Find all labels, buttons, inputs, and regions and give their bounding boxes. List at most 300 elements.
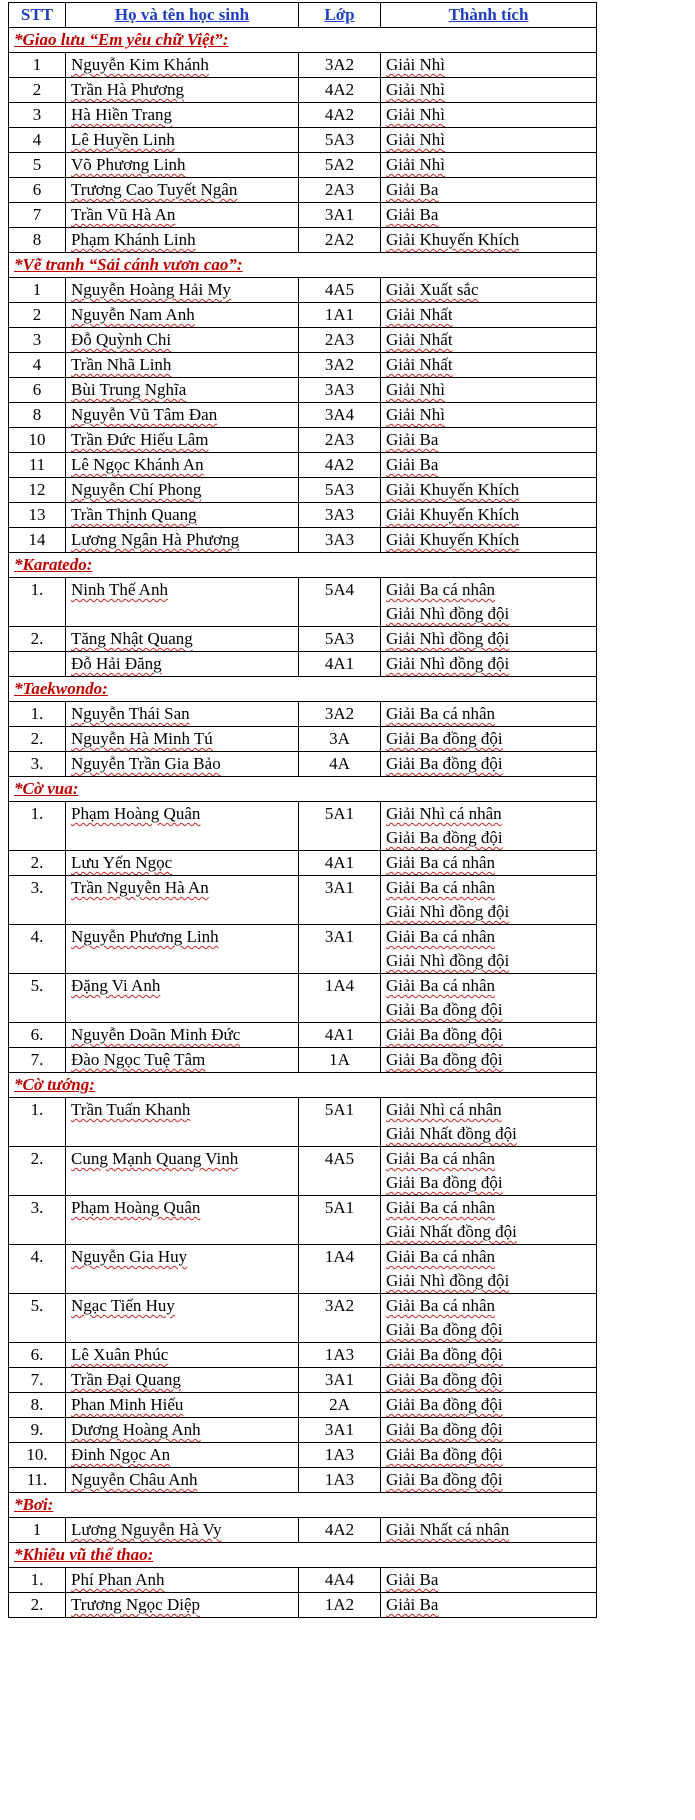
student-award [381, 353, 597, 378]
student-award [381, 1368, 597, 1393]
student-award [381, 1593, 597, 1618]
student-name: Lương Ngân Hà Phương [66, 528, 299, 553]
student-name: Đỗ Quỳnh Chi [66, 328, 299, 353]
table-row [9, 78, 597, 103]
row-stt: 1. [9, 702, 66, 727]
table-row [9, 1568, 597, 1593]
student-name: Nguyễn Hà Minh Tú [66, 727, 299, 752]
student-grade: 2A3 [299, 178, 381, 203]
row-stt: 8 [9, 403, 66, 428]
student-award [381, 1048, 597, 1073]
row-stt: 5. [9, 974, 66, 1023]
award-line: Giải Ba [386, 1595, 439, 1614]
table-row [9, 1245, 597, 1294]
award-line: Giải Ba [386, 455, 439, 474]
student-name: Đặng Vi Anh [66, 974, 299, 1023]
row-stt: 1 [9, 53, 66, 78]
student-name: Nguyễn Châu Anh [66, 1468, 299, 1493]
student-grade: 1A [299, 1048, 381, 1073]
row-stt: 10 [9, 428, 66, 453]
student-grade: 3A2 [299, 53, 381, 78]
row-stt: 2. [9, 1593, 66, 1618]
student-award [381, 1294, 597, 1343]
table-row [9, 1518, 597, 1543]
award-line: Giải Ba cá nhân [386, 976, 496, 995]
award-line: Giải Ba đồng đội [386, 1050, 503, 1069]
award-line: Giải Ba đồng đội [386, 1025, 503, 1044]
award-line: Giải Nhì đồng đội [386, 604, 510, 623]
student-grade: 1A4 [299, 1245, 381, 1294]
row-stt: 7. [9, 1368, 66, 1393]
award-line: Giải Ba đồng đội [386, 1395, 503, 1414]
header-name: Họ và tên học sinh [66, 3, 299, 28]
student-award [381, 328, 597, 353]
student-award [381, 1393, 597, 1418]
student-award [381, 876, 597, 925]
student-name: Dương Hoàng Anh [66, 1418, 299, 1443]
student-grade: 3A2 [299, 702, 381, 727]
section-title: *Cờ tướng: [9, 1073, 597, 1098]
row-stt: 4. [9, 1245, 66, 1294]
section-row [9, 28, 597, 53]
student-grade: 4A2 [299, 453, 381, 478]
table-row [9, 727, 597, 752]
student-name: Phạm Khánh Linh [66, 228, 299, 253]
student-award [381, 1023, 597, 1048]
student-grade: 2A2 [299, 228, 381, 253]
award-line: Giải Nhì đồng đội [386, 654, 510, 673]
award-line: Giải Ba [386, 205, 439, 224]
student-grade: 1A1 [299, 303, 381, 328]
student-award [381, 1518, 597, 1543]
student-award [381, 78, 597, 103]
award-line: Giải Nhì cá nhân [386, 1100, 502, 1119]
award-line: Giải Nhì cá nhân [386, 804, 502, 823]
table-row [9, 1196, 597, 1245]
student-award [381, 228, 597, 253]
student-grade: 1A4 [299, 974, 381, 1023]
table-row [9, 1418, 597, 1443]
section-title: *Bơi: [9, 1493, 597, 1518]
award-line: Giải Nhì [386, 380, 446, 399]
award-line: Giải Nhì đồng đội [386, 1271, 510, 1290]
row-stt: 1 [9, 278, 66, 303]
table-row [9, 103, 597, 128]
student-award [381, 503, 597, 528]
student-grade: 4A2 [299, 103, 381, 128]
student-grade: 3A1 [299, 1368, 381, 1393]
table-row [9, 353, 597, 378]
row-stt: 1. [9, 578, 66, 627]
table-row [9, 328, 597, 353]
award-line: Giải Ba đồng đội [386, 1345, 503, 1364]
student-name: Phạm Hoàng Quân [66, 1196, 299, 1245]
student-name: Trần Thịnh Quang [66, 503, 299, 528]
student-name: Trần Tuấn Khanh [66, 1098, 299, 1147]
table-row [9, 528, 597, 553]
table-row [9, 1443, 597, 1468]
student-award [381, 702, 597, 727]
student-name: Trần Đức Hiếu Lâm [66, 428, 299, 453]
award-line: Giải Nhất [386, 305, 453, 324]
award-line: Giải Ba cá nhân [386, 704, 496, 723]
student-grade: 5A3 [299, 478, 381, 503]
row-stt: 5. [9, 1294, 66, 1343]
student-grade: 3A2 [299, 1294, 381, 1343]
student-award [381, 303, 597, 328]
student-grade: 4A2 [299, 78, 381, 103]
award-line: Giải Ba cá nhân [386, 1296, 496, 1315]
student-grade: 2A3 [299, 428, 381, 453]
student-award [381, 478, 597, 503]
student-award [381, 103, 597, 128]
row-stt: 12 [9, 478, 66, 503]
row-stt: 3 [9, 328, 66, 353]
student-grade: 1A3 [299, 1468, 381, 1493]
row-stt: 2. [9, 727, 66, 752]
student-award [381, 178, 597, 203]
row-stt: 11 [9, 453, 66, 478]
table-row [9, 178, 597, 203]
section-title: *Taekwondo: [9, 677, 597, 702]
award-line: Giải Nhất [386, 330, 453, 349]
table-row [9, 1593, 597, 1618]
student-award [381, 627, 597, 652]
table-row [9, 652, 597, 677]
student-name: Trần Nhã Linh [66, 353, 299, 378]
student-award [381, 851, 597, 876]
award-line: Giải Ba đồng đội [386, 1000, 503, 1019]
student-name: Đỗ Hải Đăng [66, 652, 299, 677]
student-award [381, 578, 597, 627]
table-row [9, 428, 597, 453]
row-stt: 4 [9, 128, 66, 153]
student-name: Ninh Thế Anh [66, 578, 299, 627]
section-title: *Giao lưu “Em yêu chữ Việt”: [9, 28, 597, 53]
table-row [9, 1048, 597, 1073]
student-name: Nguyễn Hoàng Hải My [66, 278, 299, 303]
student-name: Nguyễn Kim Khánh [66, 53, 299, 78]
award-line: Giải Nhì [386, 105, 446, 124]
row-stt: 6 [9, 178, 66, 203]
table-row [9, 1098, 597, 1147]
awards-table [8, 2, 597, 1618]
row-stt: 5 [9, 153, 66, 178]
student-name: Nguyễn Trần Gia Bảo [66, 752, 299, 777]
student-grade: 5A3 [299, 128, 381, 153]
row-stt: 4 [9, 353, 66, 378]
row-stt: 13 [9, 503, 66, 528]
row-stt: 10. [9, 1443, 66, 1468]
award-line: Giải Ba đồng đội [386, 1320, 503, 1339]
student-grade: 2A3 [299, 328, 381, 353]
award-line: Giải Ba cá nhân [386, 580, 496, 599]
row-stt: 3. [9, 752, 66, 777]
student-grade: 3A3 [299, 378, 381, 403]
student-award [381, 453, 597, 478]
row-stt: 1. [9, 802, 66, 851]
table-row [9, 925, 597, 974]
student-name: Nguyễn Doãn Minh Đức [66, 1023, 299, 1048]
award-line: Giải Ba cá nhân [386, 853, 496, 872]
table-row [9, 1343, 597, 1368]
student-name: Nguyễn Chí Phong [66, 478, 299, 503]
student-award [381, 153, 597, 178]
table-row [9, 1294, 597, 1343]
table-row [9, 1368, 597, 1393]
student-award [381, 727, 597, 752]
award-line: Giải Xuất sắc [386, 280, 479, 299]
student-grade: 4A1 [299, 851, 381, 876]
table-row [9, 851, 597, 876]
award-line: Giải Khuyến Khích [386, 230, 520, 249]
student-name: Trần Vũ Hà An [66, 203, 299, 228]
student-award [381, 1147, 597, 1196]
student-name: Nguyễn Nam Anh [66, 303, 299, 328]
table-row [9, 453, 597, 478]
table-row [9, 627, 597, 652]
award-line: Giải Ba đồng đội [386, 828, 503, 847]
award-line: Giải Ba đồng đội [386, 729, 503, 748]
student-grade: 1A3 [299, 1343, 381, 1368]
student-award [381, 974, 597, 1023]
student-award [381, 1443, 597, 1468]
row-stt: 2. [9, 1147, 66, 1196]
row-stt: 3 [9, 103, 66, 128]
header-grade: Lớp [299, 3, 381, 28]
student-award [381, 1343, 597, 1368]
student-grade: 3A3 [299, 503, 381, 528]
table-row [9, 203, 597, 228]
table-row [9, 228, 597, 253]
student-name: Nguyễn Gia Huy [66, 1245, 299, 1294]
student-award [381, 203, 597, 228]
section-title: *Karatedo: [9, 553, 597, 578]
table-row [9, 378, 597, 403]
award-line: Giải Ba đồng đội [386, 1370, 503, 1389]
award-line: Giải Nhì đồng đội [386, 629, 510, 648]
student-name: Trương Ngọc Diệp [66, 1593, 299, 1618]
student-award [381, 278, 597, 303]
row-stt: 2 [9, 78, 66, 103]
section-row [9, 1543, 597, 1568]
table-row [9, 278, 597, 303]
student-grade: 4A5 [299, 1147, 381, 1196]
student-award [381, 1196, 597, 1245]
row-stt: 6. [9, 1023, 66, 1048]
student-grade: 2A [299, 1393, 381, 1418]
row-stt: 3. [9, 1196, 66, 1245]
award-line: Giải Nhì [386, 80, 446, 99]
row-stt: 8. [9, 1393, 66, 1418]
award-line: Giải Nhì đồng đội [386, 951, 510, 970]
student-grade: 3A1 [299, 203, 381, 228]
award-line: Giải Nhì [386, 155, 446, 174]
student-name: Hà Hiền Trang [66, 103, 299, 128]
award-line: Giải Ba [386, 1570, 439, 1589]
award-line: Giải Nhì [386, 130, 446, 149]
row-stt: 11. [9, 1468, 66, 1493]
student-name: Nguyễn Thái San [66, 702, 299, 727]
row-stt: 3. [9, 876, 66, 925]
header-row [9, 3, 597, 28]
section-row [9, 677, 597, 702]
table-row [9, 578, 597, 627]
row-stt: 1. [9, 1568, 66, 1593]
student-grade: 3A1 [299, 1418, 381, 1443]
student-grade: 4A1 [299, 652, 381, 677]
award-line: Giải Ba cá nhân [386, 1149, 496, 1168]
award-line: Giải Ba cá nhân [386, 1247, 496, 1266]
header-award: Thành tích [381, 3, 597, 28]
row-stt: 2 [9, 303, 66, 328]
student-grade: 5A1 [299, 1196, 381, 1245]
section-row [9, 1073, 597, 1098]
student-award [381, 925, 597, 974]
award-line: Giải Ba đồng đội [386, 754, 503, 773]
award-line: Giải Nhất đồng đội [386, 1222, 517, 1241]
student-award [381, 1418, 597, 1443]
student-award [381, 378, 597, 403]
award-line: Giải Nhất cá nhân [386, 1520, 510, 1539]
award-line: Giải Ba cá nhân [386, 927, 496, 946]
student-grade: 4A1 [299, 1023, 381, 1048]
section-title: *Khiêu vũ thể thao: [9, 1543, 597, 1568]
award-line: Giải Nhất [386, 355, 453, 374]
student-grade: 3A1 [299, 876, 381, 925]
row-stt: 8 [9, 228, 66, 253]
table-row [9, 752, 597, 777]
student-name: Trương Cao Tuyết Ngân [66, 178, 299, 203]
student-grade: 4A4 [299, 1568, 381, 1593]
row-stt: 2. [9, 627, 66, 652]
table-row [9, 1147, 597, 1196]
student-award [381, 752, 597, 777]
award-line: Giải Ba cá nhân [386, 878, 496, 897]
student-grade: 4A5 [299, 278, 381, 303]
section-row [9, 253, 597, 278]
award-line: Giải Ba đồng đội [386, 1173, 503, 1192]
student-name: Lưu Yến Ngọc [66, 851, 299, 876]
award-line: Giải Khuyến Khích [386, 505, 520, 524]
row-stt: 1. [9, 1098, 66, 1147]
table-row [9, 802, 597, 851]
table-row [9, 153, 597, 178]
student-name: Lương Nguyễn Hà Vy [66, 1518, 299, 1543]
award-line: Giải Ba đồng đội [386, 1445, 503, 1464]
row-stt: 14 [9, 528, 66, 553]
student-award [381, 1468, 597, 1493]
student-award [381, 1098, 597, 1147]
section-title: *Vẽ tranh “Sải cánh vươn cao”: [9, 253, 597, 278]
student-name: Phan Minh Hiếu [66, 1393, 299, 1418]
student-award [381, 652, 597, 677]
award-line: Giải Khuyến Khích [386, 480, 520, 499]
student-grade: 3A3 [299, 528, 381, 553]
table-row [9, 503, 597, 528]
student-award [381, 428, 597, 453]
student-name: Đào Ngọc Tuệ Tâm [66, 1048, 299, 1073]
row-stt: 9. [9, 1418, 66, 1443]
row-stt: 1 [9, 1518, 66, 1543]
student-name: Trần Hà Phương [66, 78, 299, 103]
student-grade: 1A3 [299, 1443, 381, 1468]
student-name: Nguyễn Vũ Tâm Đan [66, 403, 299, 428]
student-name: Phí Phan Anh [66, 1568, 299, 1593]
header-stt: STT [9, 3, 66, 28]
student-grade: 1A2 [299, 1593, 381, 1618]
award-line: Giải Ba [386, 430, 439, 449]
section-row [9, 777, 597, 802]
table-row [9, 403, 597, 428]
student-name: Lê Ngọc Khánh An [66, 453, 299, 478]
student-grade: 3A2 [299, 353, 381, 378]
award-line: Giải Nhì [386, 405, 446, 424]
table-row [9, 1393, 597, 1418]
student-name: Cung Mạnh Quang Vinh [66, 1147, 299, 1196]
student-name: Tăng Nhật Quang [66, 627, 299, 652]
student-name: Phạm Hoàng Quân [66, 802, 299, 851]
student-award [381, 403, 597, 428]
row-stt: 7. [9, 1048, 66, 1073]
student-award [381, 128, 597, 153]
student-name: Trần Đại Quang [66, 1368, 299, 1393]
row-stt [9, 652, 66, 677]
table-row [9, 876, 597, 925]
student-grade: 5A1 [299, 1098, 381, 1147]
table-row [9, 128, 597, 153]
row-stt: 6 [9, 378, 66, 403]
student-grade: 3A1 [299, 925, 381, 974]
award-line: Giải Ba cá nhân [386, 1198, 496, 1217]
row-stt: 4. [9, 925, 66, 974]
table-row [9, 53, 597, 78]
table-row [9, 974, 597, 1023]
student-name: Ngạc Tiến Huy [66, 1294, 299, 1343]
student-name: Trần Nguyễn Hà An [66, 876, 299, 925]
table-row [9, 478, 597, 503]
award-line: Giải Nhì [386, 55, 446, 74]
student-name: Đinh Ngọc An [66, 1443, 299, 1468]
student-award [381, 1568, 597, 1593]
student-grade: 3A4 [299, 403, 381, 428]
student-grade: 4A [299, 752, 381, 777]
section-row [9, 553, 597, 578]
award-line: Giải Ba đồng đội [386, 1470, 503, 1489]
section-title: *Cờ vua: [9, 777, 597, 802]
student-name: Nguyễn Phương Linh [66, 925, 299, 974]
student-award [381, 1245, 597, 1294]
award-line: Giải Ba [386, 180, 439, 199]
student-award [381, 528, 597, 553]
student-grade: 3A [299, 727, 381, 752]
student-grade: 5A3 [299, 627, 381, 652]
award-line: Giải Ba đồng đội [386, 1420, 503, 1439]
table-row [9, 303, 597, 328]
student-award [381, 53, 597, 78]
student-grade: 5A4 [299, 578, 381, 627]
award-line: Giải Nhì đồng đội [386, 902, 510, 921]
student-grade: 5A2 [299, 153, 381, 178]
student-name: Võ Phương Linh [66, 153, 299, 178]
student-award [381, 802, 597, 851]
table-row [9, 1468, 597, 1493]
award-line: Giải Nhất đồng đội [386, 1124, 517, 1143]
row-stt: 2. [9, 851, 66, 876]
student-grade: 4A2 [299, 1518, 381, 1543]
award-line: Giải Khuyến Khích [386, 530, 520, 549]
section-row [9, 1493, 597, 1518]
